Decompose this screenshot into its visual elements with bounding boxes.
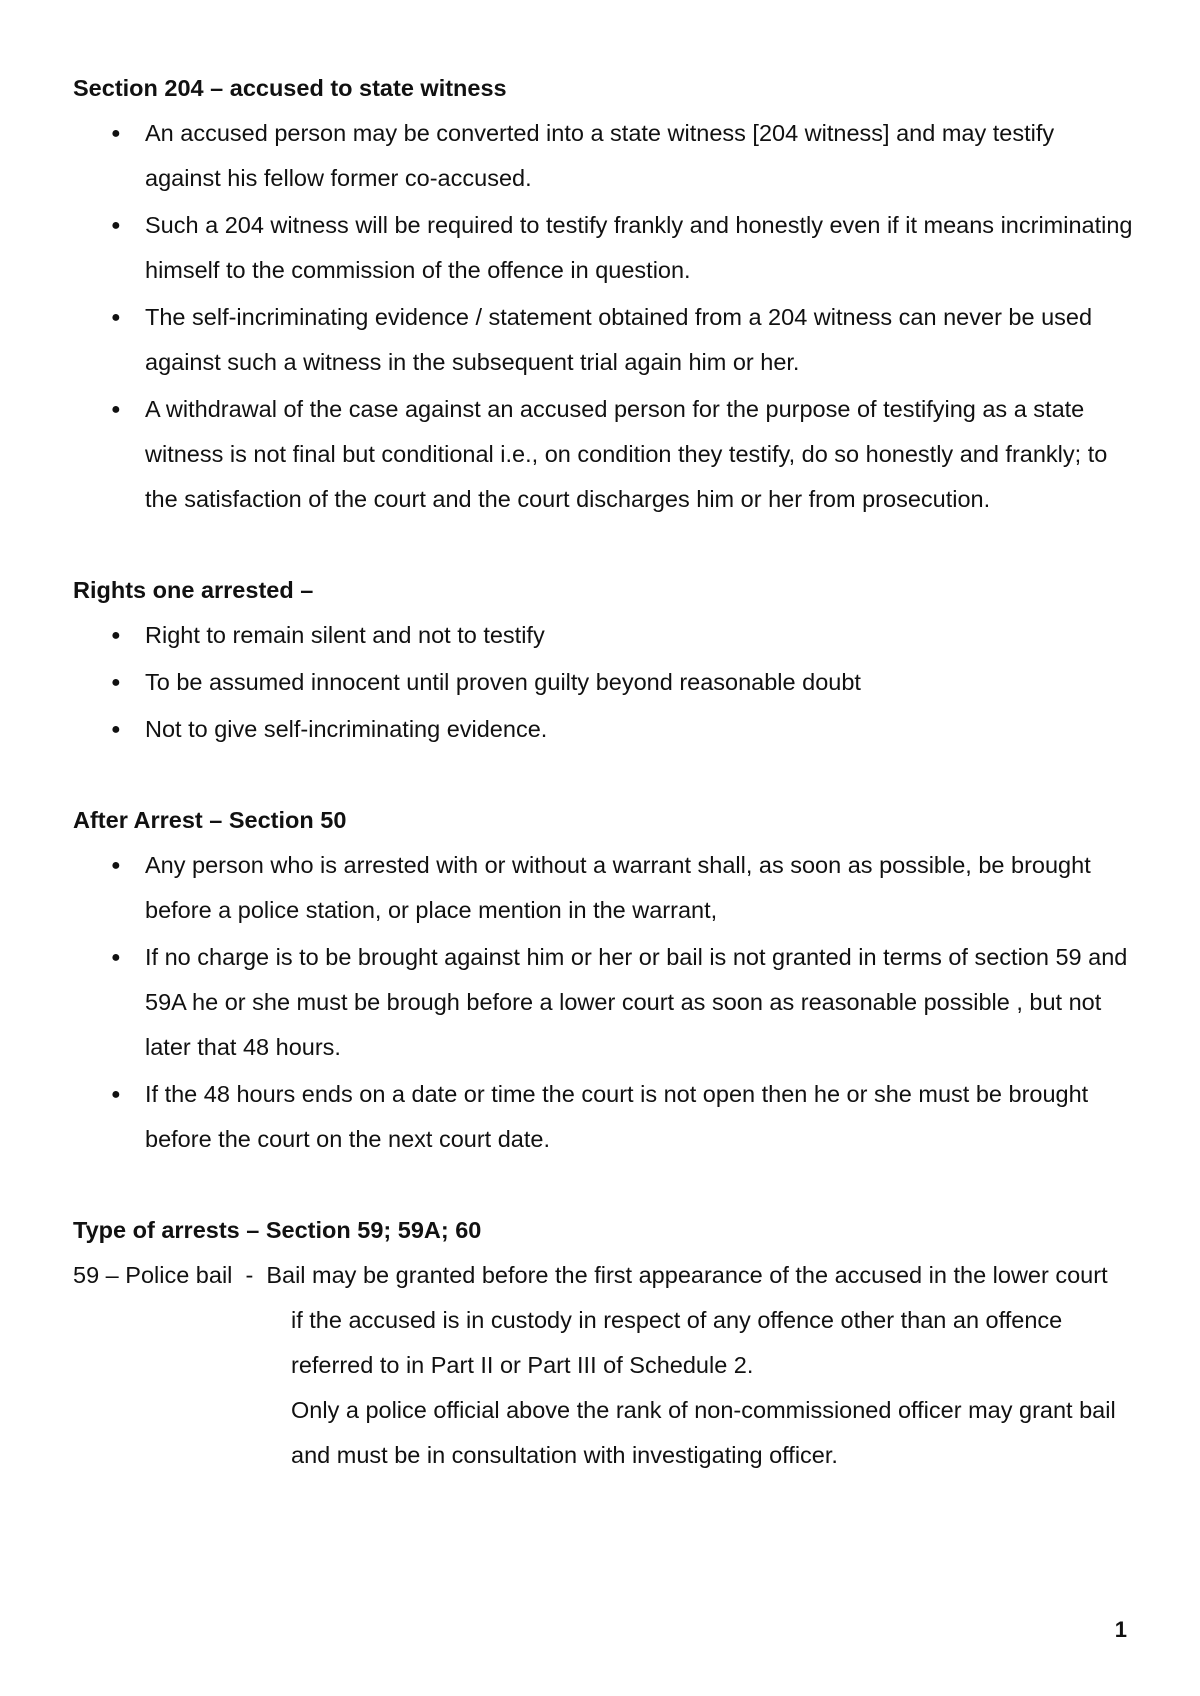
list-item-text: To be assumed innocent until proven guilty beyond reasonable doubt	[145, 669, 861, 695]
list-item	[73, 387, 1133, 522]
bullet-icon: ●	[111, 309, 121, 326]
section-204-heading: Section 204 – accused to state witness	[73, 75, 507, 101]
list-item-text: A withdrawal of the case against an accused person for the purpose of testifying as a state witness is not final but conditional i.e., on condition they testify, do so honestly and frankly; to the satisfaction of the court and the court discharges him or her from prosecution.	[145, 396, 1108, 512]
police-bail-condition: if the accused is in custody in respect of any offence other than an offence referred to in Part II or Part III of Schedule 2.	[291, 1307, 1063, 1378]
types-heading: Type of arrests – Section 59; 59A; 60	[73, 1217, 482, 1243]
bullet-icon: ●	[111, 721, 121, 738]
list-item-text: The self-incriminating evidence / statement obtained from a 204 witness can never be used against such a witness in the subsequent trial again him or her.	[145, 304, 1093, 375]
list-item-text: An accused person may be converted into a state witness [204 witness] and may testify against his fellow former co-accused.	[145, 120, 1055, 191]
list-item-text: Any person who is arrested with or without a warrant shall, as soon as possible, be brought before a police station, or place mention in the warrant,	[145, 852, 1091, 923]
list-item	[73, 707, 1133, 752]
bullet-icon: ●	[111, 1086, 121, 1103]
bullet-icon: ●	[111, 857, 121, 874]
page-number: 1	[1114, 1617, 1127, 1642]
section-spacer	[73, 524, 1133, 568]
bullet-icon: ●	[111, 627, 121, 644]
after-arrest-heading: After Arrest – Section 50	[73, 807, 347, 833]
bullet-icon: ●	[111, 125, 121, 142]
police-bail-block	[73, 1253, 1133, 1478]
list-item-text: Right to remain silent and not to testify	[145, 622, 545, 648]
rights-heading: Rights one arrested –	[73, 577, 314, 603]
bullet-icon: ●	[111, 217, 121, 234]
bullet-icon: ●	[111, 949, 121, 966]
police-bail-line: 59 – Police bail - Bail may be granted before the first appearance of the accused in the lower court	[73, 1262, 1108, 1288]
list-item-text: If no charge is to be brought against him or her or bail is not granted in terms of section 59 and 59A he or she must be brough before a lower court as soon as reasonable possible , but not later that 48 hours.	[145, 944, 1128, 1060]
list-item	[73, 660, 1133, 705]
section-spacer	[73, 1164, 1133, 1208]
list-item	[73, 1072, 1133, 1162]
list-item-text: Such a 204 witness will be required to testify frankly and honestly even if it means incriminating himself to the commission of the offence in question.	[145, 212, 1133, 283]
list-item	[73, 613, 1133, 658]
bullet-icon: ●	[111, 401, 121, 418]
after-arrest-list	[73, 843, 1133, 1162]
bullet-icon: ●	[111, 674, 121, 691]
section-spacer	[73, 754, 1133, 798]
list-item-text: Not to give self-incriminating evidence.	[145, 716, 548, 742]
list-item-text: If the 48 hours ends on a date or time the court is not open then he or she must be brought before the court on the next court date.	[145, 1081, 1089, 1152]
police-bail-authority: Only a police official above the rank of non-commissioned officer may grant bail and must be in consultation with investigating officer.	[291, 1397, 1116, 1468]
section-204-list	[73, 111, 1133, 522]
list-item	[73, 203, 1133, 293]
list-item	[73, 935, 1133, 1070]
list-item	[73, 843, 1133, 933]
rights-list	[73, 613, 1133, 752]
document-body	[73, 66, 1133, 1478]
list-item	[73, 111, 1133, 201]
list-item	[73, 295, 1133, 385]
